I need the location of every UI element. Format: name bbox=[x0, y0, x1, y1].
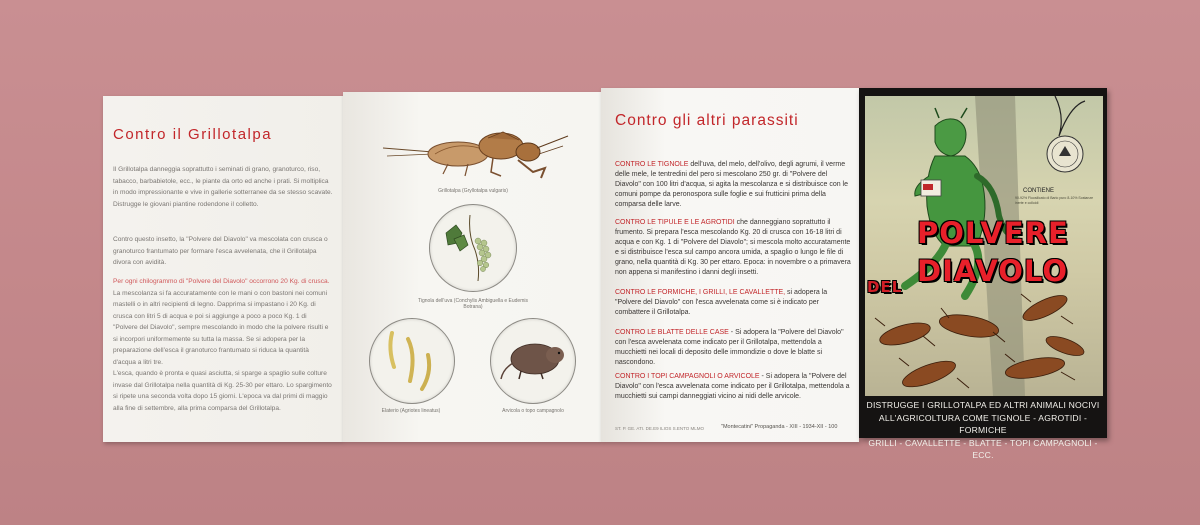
entry-blatte-head: CONTRO LE BLATTE DELLE CASE bbox=[615, 329, 729, 336]
panel1-paragraph-3-body: La mescolanza si fa accuratamente con le mani o con bastoni nei comuni mastelli o in altri recipienti di legno. Dapprima si impastano i 20 Kg. di crusca con litri 5 di acqua e poi si aggiunge a poco a poco Kg. 1 di "Polvere del Diavolo", sempre mescolando in modo che la polvere risulti e si incorpori uniformemente su tutta la massa. Se si adopera per la preparazione dell'esca il granoturco frantumato si riduca la quantità d'acqua a litri tre. bbox=[113, 289, 329, 366]
panel-grillotalpa-text bbox=[103, 96, 343, 442]
printer-imprint: ST. P. GE. ATI. DE.E9 ILIOS S.ENTO MLMO bbox=[615, 426, 705, 431]
cover-line-3: GRILLI - CAVALLETTE - BLATTE - TOPI CAMPAGNOLI - ECC. bbox=[868, 437, 1098, 460]
entry-tignole bbox=[615, 160, 851, 210]
panel-cover bbox=[859, 88, 1107, 460]
entry-topi-head: CONTRO I TOPI CAMPAGNOLI O ARVICOLE bbox=[615, 373, 760, 380]
brochure bbox=[103, 88, 1107, 460]
panel1-paragraph-3 bbox=[113, 276, 333, 368]
vole-illustration bbox=[491, 319, 575, 403]
cover-line-1: DISTRUGGE I GRILLOTALPA ED ALTRI ANIMALI NOCIVI bbox=[866, 400, 1100, 410]
panel-altri-parassiti bbox=[601, 88, 859, 442]
propaganda-footer: "Montecatini" Propaganda - XIII - 1934-XII - 100 bbox=[721, 424, 838, 430]
caption-arvicola: Arvicola o topo campagnolo bbox=[502, 408, 564, 414]
entry-tipule-head: CONTRO LE TIPULE E LE AGROTIDI bbox=[615, 219, 735, 226]
panel3-title: Contro gli altri parassiti bbox=[615, 112, 799, 129]
entry-topi-body: - Si adopera la "Polvere del Diavolo" con l'esca avvelenata come indicato per il Grillotalpa, mettendola a mucchietti sui campi danneggiati vicino ai nidi delle arvicole. bbox=[615, 373, 850, 400]
entry-tignole-body: dell'uva, del melo, dell'olivo, degli agrumi, il verme delle mele, le tentredini del pero si mescolano 250 gr. di "Polvere del Diavolo" con 100 litri d'acqua, si agita la mescolanza e si distribuisce con le comuni pompe da peronospora sulle foglie e sui frutticini prima della comparsa delle larve. bbox=[615, 161, 848, 208]
cover-illustration bbox=[865, 96, 1103, 396]
entry-topi bbox=[615, 372, 851, 402]
cover-line-2: ALL'AGRICOLTURA COME TIGNOLE - AGROTIDI - FORMICHE bbox=[878, 412, 1088, 435]
brand-del: DEL bbox=[867, 278, 903, 296]
contiene-label: CONTIENE bbox=[1023, 188, 1055, 194]
grape-moth-circle bbox=[429, 204, 517, 292]
entry-formiche-body: si adopera la "Polvere del Diavolo" con l'esca avvelenata come si è indicato per combattere il Grillotalpa. bbox=[615, 289, 828, 316]
mole-cricket-illustration bbox=[373, 110, 583, 190]
panel1-paragraph-1: Il Grillotalpa danneggia soprattutto i seminati di grano, granoturco, riso, tabacco, barbabietole, ecc., le piante da orto ed anche i prati. Si moltiplica in modo impressionante e vive in gallerie sotterranee da se stesso scavate. Distrugge le giovani piantine rodendone il colletto. bbox=[113, 166, 333, 208]
caption-elaterio: Elaterio (Agriotes lineatus) bbox=[381, 408, 441, 414]
contiene-composition: 90-92% Fluosilicato di Bario puro 8-10% Sostanze inerte e colloidi bbox=[1015, 196, 1094, 205]
brand-diavolo: DIAVOLO bbox=[917, 254, 1069, 288]
panel-illustrations bbox=[343, 92, 601, 442]
entry-tignole-head: CONTRO LE TIGNOLE bbox=[615, 161, 689, 168]
panel1-title: Contro il Grillotalpa bbox=[113, 126, 273, 143]
brand-polvere: POLVERE bbox=[917, 216, 1069, 250]
panel1-paragraph-2: Contro questo insetto, la "Polvere del Diavolo" va mescolata con crusca o granoturco frantumato per formare l'esca avvelenata, che il Grillotalpa divora con avidità. bbox=[113, 236, 328, 266]
entry-formiche bbox=[615, 288, 851, 318]
caption-tignola: Tignola dell'uva (Conchylis Ambiguella e Eudemis Botrana) bbox=[418, 298, 528, 310]
panel1-highlight: Per ogni chilogrammo di "Polvere del Diavolo" occorrono 20 Kg. di crusca. bbox=[113, 278, 330, 285]
entry-tipule-body: che danneggiano soprattutto il frumento. Si prepara l'esca mescolando Kg. 20 di crusca con 16-18 litri di acqua e con Kg. 1 di "Polvere del Diavolo"; si mescola molto accuratamente e si distribuisce l'esca sul campo ancora umida, a spaglio o lungo le file di grano, nella quantità di Kg. 30 per ettaro. Epoca: in novembre o a primavera non appena si manifestino i danni degli insetti. bbox=[615, 219, 851, 276]
entry-blatte bbox=[615, 328, 851, 368]
entry-blatte-body: - Si adopera la "Polvere del Diavolo" con l'esca avvelenata come indicato per il Grillotalpa, mettendola a mucchietti nei locali di deposito delle immondizie o dove le blatte si nascondono. bbox=[615, 329, 844, 366]
wireworm-circle bbox=[369, 318, 455, 404]
caption-grillotalpa: Grillotalpa (Gryllotalpa vulgaris) bbox=[438, 188, 508, 194]
grape-moth-illustration bbox=[430, 205, 516, 291]
cover-bottom-text bbox=[859, 399, 1107, 462]
entry-formiche-head: CONTRO LE FORMICHE, I GRILLI, LE CAVALLETTE, bbox=[615, 289, 786, 296]
wireworm-illustration bbox=[370, 319, 454, 403]
panel1-paragraph-4: L'esca, quando è pronta e quasi asciutta, si sparge a spaglio sulle colture invase dal Grillotalpa nella quantità di Kg. 25-30 per ettaro. Lo spargimento si ripete una seconda volta dopo 15 giorni. L'epoca va dal primi di maggio alla fine di settembre, alla prima comparsa del Grillotalpa. bbox=[113, 370, 332, 412]
vole-circle bbox=[490, 318, 576, 404]
entry-tipule bbox=[615, 218, 851, 278]
